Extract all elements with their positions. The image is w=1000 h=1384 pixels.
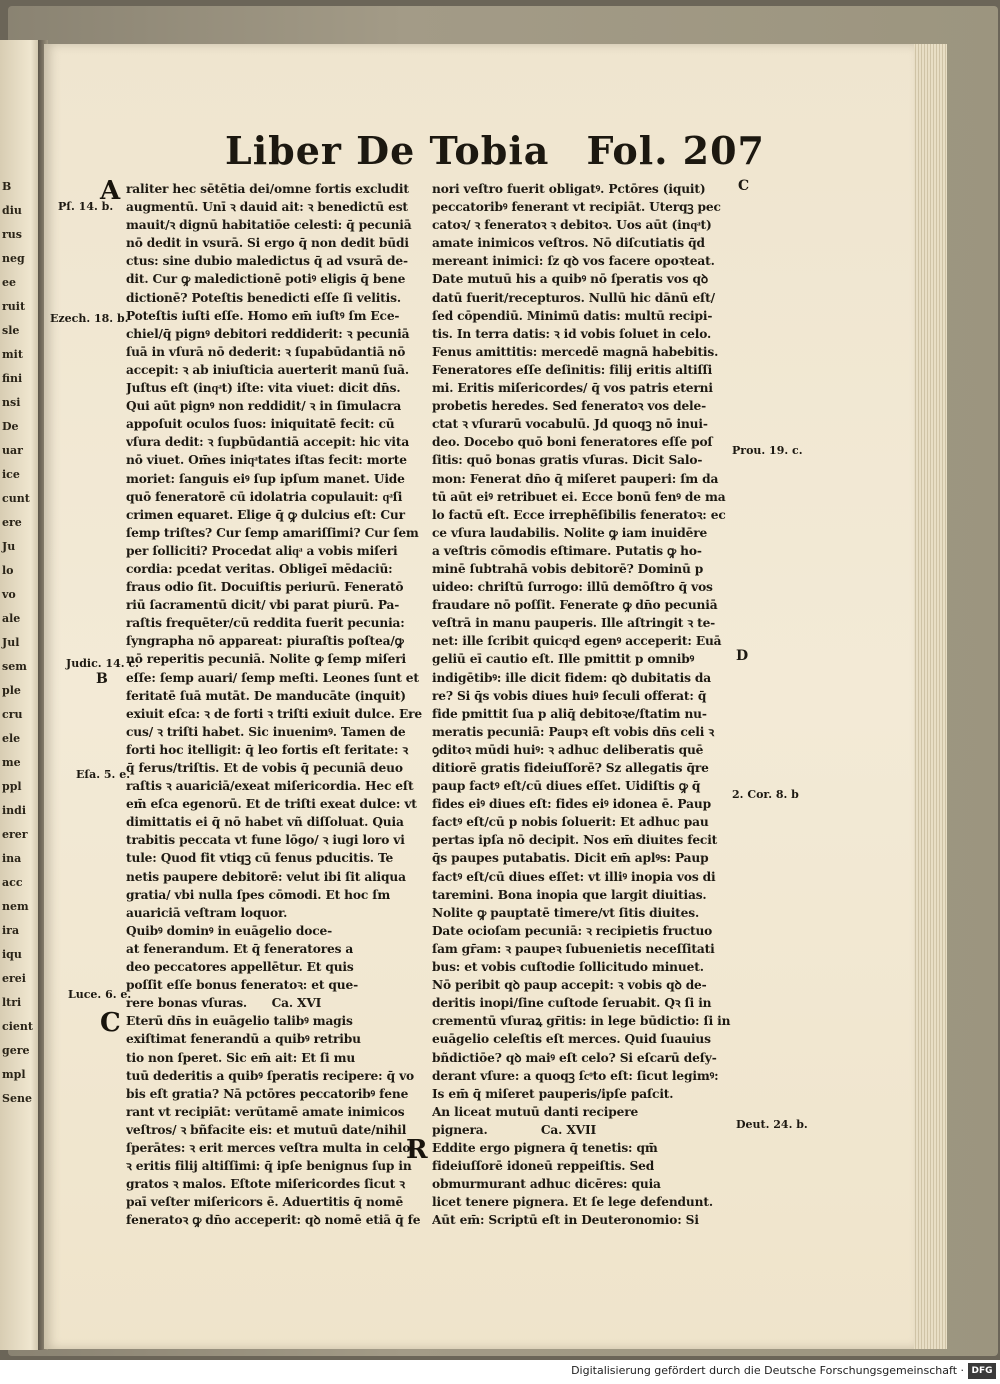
text-line: riū ſacramentū dicit/ vbi parat piurū. Pa- <box>126 598 400 613</box>
text-line: dit. Cur ꝙ maledictionē potiꝰ eligis q̄ bene <box>126 272 406 287</box>
text-line: crementū vſuraꝝ gr̄itis: in lege būdictio: ſi in <box>432 1014 731 1029</box>
left-page-text-fragment: Sene <box>2 1092 32 1105</box>
text-line: augmentū. Unī ꝛ dauid ait: ꝛ benedictū est <box>126 200 408 215</box>
text-line: exiuit eſca: ꝛ de forti ꝛ triſti exiuit dulce. Ere <box>126 706 423 721</box>
left-page-text-fragment: ere <box>2 516 22 529</box>
left-page-text-fragment: ice <box>2 468 20 481</box>
text-line: pertas ipſa nō decipit. Nos em̄ diuites fecit <box>432 833 718 848</box>
left-page-text-fragment: cient <box>2 1020 33 1033</box>
text-line: probetis heredes. Sed feneratoꝛ vos dele- <box>432 399 707 414</box>
text-line: tū aūt eiꝰ retribuet ei. Ecce bonū fenꝰ de ma <box>432 489 726 504</box>
text-line: Fenus amittitis: mercedē magnā habebitis. <box>432 344 719 359</box>
text-line: q̄s paupes putabatis. Dicit em̄ aplꝰs: Paup <box>432 851 709 866</box>
text-line: forti hoc itelligit: q̄ leo fortis eſt feritate: ꝛ <box>126 742 409 757</box>
text-line: ctat ꝛ vſurarū vocabulū. Jd quoqꝫ nō inui- <box>432 417 708 432</box>
text-line: Aūt em̄: Scriptū eſt in Deuteronomio: Si <box>432 1213 699 1228</box>
text-line: Qui aūt pignꝰ non reddidit/ ꝛ in ſimulacra <box>126 399 402 414</box>
text-line: per ſolliciti? Procedat aliqͣ a vobis miſeri <box>126 543 398 558</box>
text-line: bus: et vobis cuſtodie ſollicitudo minuet. <box>432 960 704 975</box>
text-line: factꝰ eſt/cū p nobis ſoluerit: Et adhuc pau <box>432 815 709 830</box>
decorated-initial: A <box>100 176 121 206</box>
text-line: raſtis frequēter/cū reddita fuerit pecunia: <box>126 616 405 631</box>
left-page-text-fragment: mpl <box>2 1068 26 1081</box>
text-line: nō viuet. Om̄es iniqͣtates iſtas fecit: morte <box>126 453 407 468</box>
text-line: auariciā veſtram loquor. <box>126 905 288 920</box>
text-line: ctus: sine dubio maledictus q̄ ad vsurā de- <box>126 254 408 269</box>
text-line: q̄ ferus/triſtis. Et de vobis q̄ pecuniā deuo <box>126 761 403 775</box>
left-page-text-fragment: cunt <box>2 492 30 505</box>
margin-letter: B <box>96 671 108 687</box>
left-page-text-fragment: mit <box>2 348 23 361</box>
left-page-text-fragment: erer <box>2 828 28 841</box>
text-line: bis eſt gratia? Nā pctōres peccatoribꝰ fene <box>126 1086 409 1101</box>
text-line: Feneratores eſſe deſinitis: filij eritis altiſſi <box>432 362 713 377</box>
text-line: eſſe: ſemp auari/ ſemp meſti. Leones ſunt et <box>126 670 419 685</box>
left-page-text-fragment: acc <box>2 876 23 889</box>
left-page-text-fragment: neg <box>2 252 25 265</box>
left-page-text-fragment: lo <box>2 564 14 577</box>
text-line: netis paupere debitorē: velut ibi ſit aliqua <box>126 869 406 884</box>
text-line: veſtrā in manu pauperis. Ille aſtringit ꝛ te- <box>432 616 716 631</box>
text-line: feneratoꝛ ꝙ dn̄o acceperit: qꝺ nomē etiā q̄ fe <box>126 1213 421 1228</box>
text-line: Quibꝰ dominꝰ in euāgelio doce- <box>126 923 333 938</box>
folio-number: Fol. 207 <box>586 128 765 173</box>
text-line: ſemp triſtes? Cur ſemp amariſſimi? Cur ſem <box>126 525 419 540</box>
text-line: mon: Fenerat dn̄o q̄ miſeret pauperi: ſm da <box>432 471 719 486</box>
text-line: chiel/q̄ pignꝰ debitori reddiderit: ꝛ pecuniā <box>126 326 410 341</box>
text-line: nori veſtro fuerit obligatꝰ. Pctōres (iquit) <box>432 182 706 196</box>
text-line: re? Si q̄s vobis diues huiꝰ ſeculi offerat: q̄ <box>432 688 707 703</box>
left-page-text-fragment: sem <box>2 660 27 673</box>
text-line: appoſuit oculos ſuos: iniquitatē fecit: cū <box>126 417 395 432</box>
left-page-text-fragment: indi <box>2 804 27 817</box>
text-line: R Eddite ergo pignera q̄ tenetis: qm̄ <box>406 1134 658 1165</box>
margin-letter: C <box>738 178 750 194</box>
text-line: ꝛ eritis filij altiſſimi: q̄ ipſe benignus ſup in <box>126 1159 412 1174</box>
margin-note: Deut. 24. b. <box>736 1118 808 1131</box>
text-line: An liceat mutuū danti recipere <box>432 1104 639 1119</box>
text-line: em̄ eſca egenorū. Et de triſti exeat dulce: vt <box>126 797 417 812</box>
text-line: cordia: pcedat veritas. Obligeī mēdaciū: <box>126 561 393 576</box>
left-page-text-fragment: De <box>2 420 19 433</box>
left-page-text-fragment: vo <box>2 588 16 601</box>
left-page-text-fragment: ira <box>2 924 20 937</box>
left-page-text-fragment: uar <box>2 444 23 457</box>
left-page-text-fragment: erei <box>2 972 26 985</box>
margin-note: Luce. 6. e. <box>68 988 132 1001</box>
text-line: pignera. Ca. XVII <box>432 1122 597 1137</box>
left-page-text-fragment: fini <box>2 372 23 385</box>
text-line: tuū dederitis a quibꝰ ſperatis recipere: q̄ vo <box>126 1068 414 1083</box>
text-line: uideo: chriſtū ſurrogo: illū demōſtro q̄ vos <box>432 580 713 595</box>
text-line: mi. Eritis miſericordes/ q̄ vos patris eterni <box>432 381 713 396</box>
text-line: Date ocioſam pecuniā: ꝛ recipietis fructuo <box>432 923 713 938</box>
text-line: geliū eī cautio eſt. Ille pmittit p omnibꝰ <box>432 652 695 667</box>
text-line: ditiorē gratis fideiuſſorē? Sz allegatis q̄re <box>432 761 709 775</box>
text-line: nō reperitis pecuniā. Nolite ꝙ ſemp miſeri <box>126 652 407 667</box>
left-page-text-fragment: gere <box>2 1044 30 1057</box>
left-page-text-fragment: nem <box>2 900 29 913</box>
text-line: fraus odio ſit. Docuiſtis periurū. Feneratō <box>126 580 404 595</box>
left-page-text-fragment: B <box>2 180 12 193</box>
text-line: deo. Docebo quō boni feneratores eſſe poſ <box>432 435 713 450</box>
left-page-text-fragment: ale <box>2 612 21 625</box>
text-line: mauit/ꝛ dignū habitatiōe celesti: q̄ pecuniā <box>126 218 412 233</box>
text-line: a veſtris cōmodis eſtimare. Putatis ꝙ ho- <box>432 543 702 558</box>
text-line: accepit: ꝛ ab iniuſticia auerterit manū ſuā. <box>126 362 410 377</box>
text-line: trabitis peccata vt fune lōgo/ ꝛ iugi loro vi <box>126 833 405 848</box>
text-line: tio non ſperet. Sic em̄ ait: Et ſi mu <box>126 1050 356 1065</box>
text-line: feritatē ſuā mutāt. De manducāte (inquit) <box>126 688 406 703</box>
text-line: cus/ ꝛ triſti habet. Sic inuenimꝰ. Tamen de <box>126 724 406 739</box>
text-line: indigētibꝰ: ille dicit fidem: qꝺ dubitatis da <box>432 670 712 685</box>
text-line: Nolite ꝙ pauptatē timere/vt ſitis diuites. <box>432 905 700 920</box>
text-line: peccatoribꝰ fenerant vt recipiāt. Uterqꝫ pec <box>432 200 721 215</box>
text-line: euāgelio celeſtis eſt merces. Quid ſuauius <box>432 1032 711 1047</box>
page-edges <box>912 44 947 1349</box>
left-page-text-fragment: Ju <box>2 540 16 553</box>
text-line: raſtis ꝛ auariciā/exeat miſericordia. Hec eſt <box>126 779 414 794</box>
text-line: dictionē? Poteſtis benedicti eſſe ſi velitis. <box>126 290 401 305</box>
margin-note: Prou. 19. c. <box>732 444 803 457</box>
left-page-text-fragment: me <box>2 756 21 769</box>
text-line: Poteſtis iuſti eſſe. Homo em̄ iuſtꝰ ſm Ece- <box>126 308 400 323</box>
left-page-text-fragment: rus <box>2 228 22 241</box>
text-line: ſam gr̄am: ꝛ paupeꝛ ſubuenietis neceſſitati <box>432 941 715 956</box>
text-line: crimen equaret. Elige q̄ ꝙ dulcius eſt: Cur <box>126 507 405 522</box>
text-line: A raliter hec sētētia dei/omne fortis excludit <box>100 176 409 206</box>
text-line: nō dedit in vsurā. Si ergo q̄ non dedit būdi <box>126 236 409 251</box>
text-line: fide pmittit ſua p aliq̄ debitoꝛe/ſtatim nu- <box>432 706 707 721</box>
left-page-text-fragment: iqu <box>2 948 22 961</box>
text-line: Date mutuū his a quibꝰ nō ſperatis vos qꝺ <box>432 272 709 287</box>
text-line: obmurmurant adhuc dicēres: quia <box>432 1177 661 1192</box>
text-line: dimittatis ei q̄ nō habet vñ diſſoluat. Quia <box>126 815 404 830</box>
text-line: deo peccatores appellētur. Et quis <box>126 960 354 975</box>
text-line: at fenerandum. Et q̄ feneratores a <box>126 941 354 956</box>
text-line: amate inimicos veſtros. Nō diſcutiatis q̄d <box>432 236 705 251</box>
text-line: fides eiꝰ diues eſt: fides eiꝰ idonea ē. Paup <box>432 797 711 812</box>
text-line: factꝰ eſt/cū diues eſſet: vt illiꝰ inopia vos di <box>432 869 716 884</box>
text-line: mereant inimici: ſz qꝺ vos facere opoꝛteat. <box>432 254 715 269</box>
text-line: fideiuſſorē idoneū reppeiſtis. Sed <box>432 1159 655 1174</box>
text-line: paī veſter miſericors ē. Aduertitis q̄ nomē <box>126 1195 404 1210</box>
text-line: quō feneratorē cū idolatria copulauit: qͣſi <box>126 489 403 504</box>
text-line: ſperātes: ꝛ erit merces veſtra multa in celo: <box>126 1140 415 1155</box>
text-line: minē ſubtrahā vobis debitorē? Dominū p <box>432 561 704 576</box>
left-page-text-fragment: ppl <box>2 780 22 793</box>
left-page-text-fragment: ltri <box>2 996 22 1009</box>
running-header <box>225 128 765 174</box>
text-line: gratia/ vbi nulla ſpes cōmodi. Et hoc ſm <box>126 887 391 902</box>
text-line: ꝯditoꝛ mūdi huiꝰ: ꝛ adhuc deliberatis quē <box>432 742 704 757</box>
left-page-text-fragment: ruit <box>2 300 26 313</box>
funding-credit: Digitalisierung gefördert durch die Deutsche Forschungsgemeinschaft · <box>571 1364 964 1377</box>
text-line: paup factꝰ eſt/cū diues eſſet. Uidiſtis ꝙ q̄ <box>432 779 701 794</box>
left-page-text-fragment: nsi <box>2 396 21 409</box>
margin-note: 2. Cor. 8. b <box>732 788 799 801</box>
text-line: tis. In terra datis: ꝛ id vobis ſoluet in celo. <box>432 326 712 341</box>
text-line: moriet: ſanguis eiꝰ ſup ipſum manet. Uide <box>126 471 405 486</box>
text-line: deritis inopi/ſine cuſtode ſeruabit. Qꝛ ſi in <box>432 996 712 1011</box>
text-line: bñdictiōe? qꝺ maiꝰ eſt celo? Si eſcarū deſy- <box>432 1050 717 1065</box>
text-line: poſſit eſſe bonus feneratoꝛ: et que- <box>126 978 358 993</box>
decorated-initial: R <box>406 1134 428 1165</box>
text-line: meratis pecuniā: Paupꝛ eſt vobis dn̄s celi ꝛ <box>432 724 714 739</box>
text-line: net: ille ſcribit quicqͣd egenꝰ acceperit: Euā <box>432 634 722 649</box>
running-title: Liber De Tobia <box>225 128 550 173</box>
left-page-text-fragment: sle <box>2 324 20 337</box>
left-page-text-fragment: cru <box>2 708 23 721</box>
margin-note: Judic. 14. c. <box>66 657 139 670</box>
text-line: derant vſure: a quoqꝫ ſcͦto eſt: ſicut legimꝰ: <box>432 1068 719 1083</box>
text-line: ſyngrapha nō appareat: piuraſtis poſtea/ꝙ <box>126 634 404 649</box>
text-line: fraudare nō poſſit. Fenerate ꝙ dn̄o pecuniā <box>432 598 718 613</box>
margin-letter: D <box>736 648 749 664</box>
text-column-right <box>406 180 732 1229</box>
text-line: ſed cōpendiū. Minimū datis: multū recipi- <box>432 308 713 323</box>
dfg-logo: DFG <box>968 1363 996 1379</box>
text-line: tule: Quod fit vtiqꝫ cū fenus pducitis. Te <box>126 851 394 866</box>
margin-note: Pſ. 14. b. <box>58 200 114 213</box>
text-line: vſura dedit: ꝛ ſupbūdantiā accepit: hic vita <box>126 435 410 450</box>
left-page-text-fragment: ple <box>2 684 21 697</box>
text-line: taremini. Bona inopia que largit diuitias. <box>432 887 707 902</box>
text-line: Juſtus eſt (inqͣt) iſte: vita viuet: dicit dn̄s. <box>126 381 401 396</box>
text-line: C Eterū dn̄s in euāgelio talibꝰ magis <box>100 1008 353 1039</box>
text-line: ſuā in vſurā nō dederit: ꝛ ſupabūdantiā nō <box>126 344 406 359</box>
text-line: exiſtimat fenerandū a quibꝰ retribu <box>126 1032 361 1047</box>
text-line: Nō peribit qꝺ paup accepit: ꝛ vobis qꝺ de- <box>432 978 707 993</box>
left-page-text-fragment: ina <box>2 852 22 865</box>
left-page-text-fragment: Jul <box>2 636 20 649</box>
left-page-text-fragment: ee <box>2 276 16 289</box>
text-line: datū fuerit/recepturos. Nullū hic dānū eſt/ <box>432 290 715 305</box>
digitization-footer <box>0 1360 1000 1384</box>
decorated-initial: C <box>100 1008 121 1039</box>
text-line: ce vſura laudabilis. Nolite ꝙ iam inuidēre <box>432 525 708 540</box>
text-line: rere bonas vſuras. Ca. XVI <box>126 996 322 1011</box>
text-line: rant vt recipiāt: verūtamē amate inimicos <box>126 1104 405 1119</box>
text-line: gratos ꝛ malos. Eſtote miſericordes ſicut ꝛ <box>126 1177 405 1192</box>
margin-note: Eſa. 5. e. <box>76 768 131 781</box>
left-page-text-fragment: ele <box>2 732 21 745</box>
text-line: catoꝛ/ ꝛ feneratoꝛ ꝛ debitoꝛ. Uos aūt (inqͣt) <box>432 218 712 233</box>
text-line: veſtros/ ꝛ bñfacite eis: et mutuū date/nihil <box>126 1122 407 1137</box>
text-line: licet tenere pignera. Et ſe lege defendunt. <box>432 1195 713 1210</box>
text-line: lo factū eſt. Ecce irrephēſibilis feneratoꝛ: ec <box>432 507 726 522</box>
text-line: ſitis: quō bonas gratis vſuras. Dicit Salo- <box>432 453 703 468</box>
text-line: Is em̄ q̄ miſeret pauperis/ipſe paſcit. <box>432 1086 674 1101</box>
margin-note: Ezech. 18. b. <box>50 312 129 325</box>
left-page-text-fragment: diu <box>2 204 22 217</box>
